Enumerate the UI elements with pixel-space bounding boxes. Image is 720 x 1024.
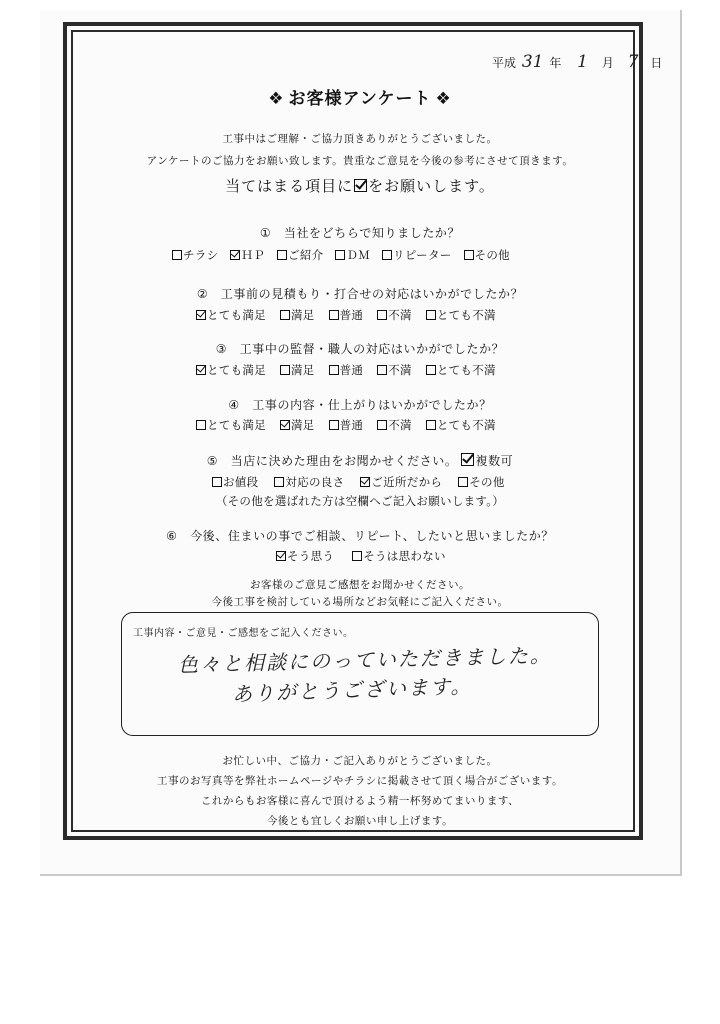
checkbox[interactable] xyxy=(458,477,468,487)
checkbox[interactable] xyxy=(280,310,290,320)
checkbox[interactable] xyxy=(426,420,436,430)
option-referral[interactable]: ご紹介 xyxy=(277,247,323,263)
checkbox[interactable] xyxy=(377,310,387,320)
option-very-dissatisfied[interactable]: とても不満 xyxy=(426,307,496,323)
footer-line-1: お忙しい中、ご協力・ご記入ありがとうございました。 xyxy=(222,755,498,767)
handwritten-comment-line-2: ありがとうございます。 xyxy=(231,673,473,707)
checkbox[interactable] xyxy=(329,310,339,320)
checkbox[interactable] xyxy=(377,420,387,430)
question-2: ② 工事前の見積もり・打合せの対応はいかがでしたか？ xyxy=(196,287,524,301)
checkbox-checked[interactable] xyxy=(280,420,290,430)
question-1: ① 当社をどちらで知りましたか？ xyxy=(259,226,461,240)
option-service-quality[interactable]: 対応の良さ xyxy=(274,474,344,490)
question-2-options xyxy=(196,307,496,323)
option-normal[interactable]: 普通 xyxy=(329,417,364,433)
option-very-satisfied[interactable]: とても満足 xyxy=(196,362,266,378)
question-4-options xyxy=(196,417,496,433)
option-dm[interactable]: ＤＭ xyxy=(335,247,370,263)
date-year-unit: 年 xyxy=(549,56,562,70)
question-5-options xyxy=(212,474,505,490)
date-day[interactable]: 7 xyxy=(627,52,639,72)
option-normal[interactable]: 普通 xyxy=(329,362,364,378)
checkbox-checked[interactable] xyxy=(276,551,286,561)
question-5-note: （その他を選ばれた方は空欄へご記入お願いします。） xyxy=(215,494,505,508)
footer-line-2: 工事のお写真等を弊社ホームページやチラシに掲載させて頂く場合がございます。 xyxy=(157,775,563,787)
checkbox[interactable] xyxy=(464,250,474,260)
page-title: ❖ お客様アンケート ❖ xyxy=(268,89,452,109)
option-very-dissatisfied[interactable]: とても不満 xyxy=(426,417,496,433)
handwritten-comment-line-1: 色々と相談にのっていただきました。 xyxy=(177,643,553,677)
checkbox-checked[interactable] xyxy=(230,250,240,260)
checkbox-checked[interactable] xyxy=(196,310,206,320)
option-chirashi[interactable]: チラシ xyxy=(172,247,218,263)
option-other[interactable]: その他 xyxy=(464,247,510,263)
checkbox[interactable] xyxy=(352,551,362,561)
option-very-satisfied[interactable]: とても満足 xyxy=(196,417,266,433)
comment-box-label: 工事内容・ご意見・ご感想をご記入ください。 xyxy=(133,628,354,639)
option-dissatisfied[interactable]: 不満 xyxy=(377,307,412,323)
checkbox-checked-icon xyxy=(354,179,367,192)
option-price[interactable]: お値段 xyxy=(212,474,258,490)
checkbox[interactable] xyxy=(426,310,436,320)
option-very-satisfied[interactable]: とても満足 xyxy=(196,307,266,323)
checkbox[interactable] xyxy=(329,365,339,375)
option-nearby[interactable]: ご近所だから xyxy=(360,474,442,490)
option-repeater[interactable]: リピーター xyxy=(382,247,452,263)
checkbox[interactable] xyxy=(426,365,436,375)
date-line xyxy=(492,52,662,72)
checkbox[interactable] xyxy=(335,250,345,260)
option-dissatisfied[interactable]: 不満 xyxy=(377,362,412,378)
checkbox[interactable] xyxy=(172,250,182,260)
checkbox-checked[interactable] xyxy=(360,477,370,487)
checkbox-checked[interactable] xyxy=(196,365,206,375)
checkbox[interactable] xyxy=(277,250,287,260)
date-month[interactable]: 1 xyxy=(577,52,588,72)
question-6: ⑥ 今後、住まいの事でご相談、リピート、したいと思いましたか？ xyxy=(166,529,554,543)
question-3-options xyxy=(196,362,496,378)
footer-line-3: これからもお客様に喜んで頂けるよう精一杯努めてまいります、 xyxy=(200,795,520,807)
option-other[interactable]: その他 xyxy=(458,474,504,490)
diamond-icon: ❖ xyxy=(435,89,452,109)
intro-line-2: アンケートのご協力をお願い致します。貴重なご意見を今後の参考にさせて頂きます。 xyxy=(146,155,574,167)
option-satisfied[interactable]: 満足 xyxy=(280,307,315,323)
intro-line-1: 工事中はご理解・ご協力頂きありがとうございました。 xyxy=(222,133,498,145)
option-satisfied[interactable]: 満足 xyxy=(280,417,315,433)
checkbox[interactable] xyxy=(274,477,284,487)
checkbox[interactable] xyxy=(382,250,392,260)
checkbox[interactable] xyxy=(196,420,206,430)
checkbox[interactable] xyxy=(280,365,290,375)
comments-prompt-1: お客様のご意見ご感想をお聞かせください。 xyxy=(250,579,470,591)
diamond-icon: ❖ xyxy=(268,89,285,109)
option-no[interactable]: そうは思わない xyxy=(352,548,446,564)
checkbox-checked-icon xyxy=(461,453,474,466)
question-6-options xyxy=(276,548,446,564)
comments-prompt-2: 今後工事を検討している場所などお気軽にご記入ください。 xyxy=(211,596,509,608)
date-day-unit: 日 xyxy=(650,56,663,70)
option-dissatisfied[interactable]: 不満 xyxy=(377,417,412,433)
checkbox[interactable] xyxy=(377,365,387,375)
question-5: ⑤ 当店に決めた理由をお聞かせください。 複数可 xyxy=(206,454,514,468)
instruction: 当てはまる項目に をお願いします。 xyxy=(225,177,495,195)
question-4: ④ 工事の内容・仕上がりはいかがでしたか？ xyxy=(228,398,492,412)
option-hp[interactable]: ＨＰ xyxy=(230,247,265,263)
checkbox[interactable] xyxy=(212,477,222,487)
question-3: ③ 工事中の監督・職人の対応はいかがでしたか？ xyxy=(215,342,505,356)
footer-line-4: 今後とも宜しくお願い申し上げます。 xyxy=(266,815,454,827)
option-yes[interactable]: そう思う xyxy=(276,548,334,564)
date-era: 平成 xyxy=(492,56,517,70)
checkbox[interactable] xyxy=(329,420,339,430)
option-normal[interactable]: 普通 xyxy=(329,307,364,323)
date-year[interactable]: 31 xyxy=(521,52,544,72)
option-very-dissatisfied[interactable]: とても不満 xyxy=(426,362,496,378)
option-satisfied[interactable]: 満足 xyxy=(280,362,315,378)
question-1-options xyxy=(172,247,510,263)
date-month-unit: 月 xyxy=(601,56,614,70)
